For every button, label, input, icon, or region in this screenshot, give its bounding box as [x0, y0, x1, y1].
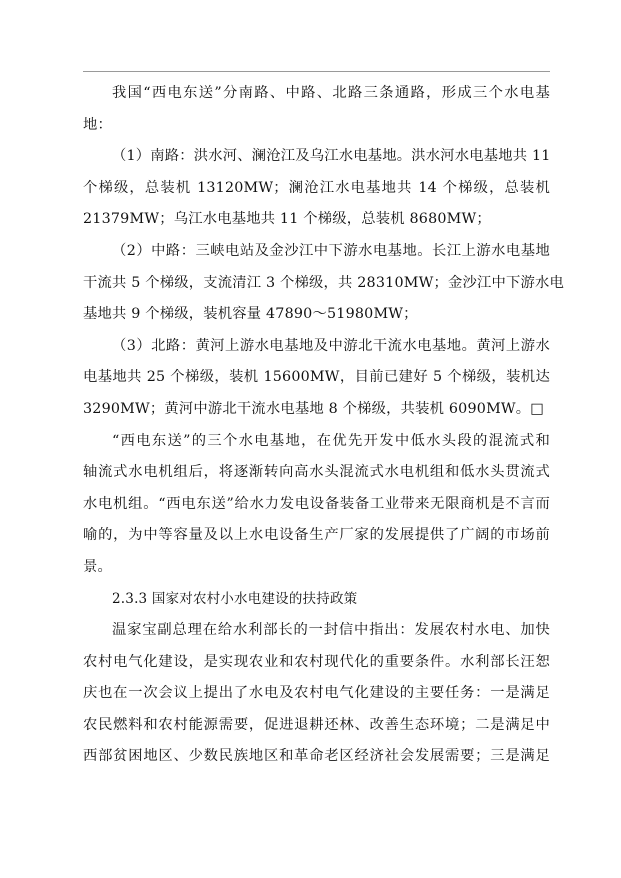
text-line: 景。 [83, 558, 112, 575]
section-heading: 2.3.3 国家对农村小水电建设的扶持政策 [112, 590, 358, 607]
header-rule [83, 71, 550, 72]
text-line: 干流共 5 个梯级，支流清江 3 个梯级，共 28310MW；金沙江中下游水电 [83, 274, 564, 291]
text-line: 农民燃料和农村能源需要，促进退耕还林、改善生态环境；二是满足中 [83, 716, 550, 733]
text-line: 温家宝副总理在给水利部长的一封信中指出：发展农村水电、加快 [112, 622, 550, 639]
document-body [83, 78, 564, 773]
north-route-paragraph [83, 331, 550, 426]
text-line: 地： [83, 116, 112, 133]
south-route-paragraph [83, 141, 550, 236]
text-line: 喻的，为中等容量及以上水电设备生产厂家的发展提供了广阔的市场前 [83, 527, 550, 544]
text-line: 3290MW；黄河中游北干流水电基地 8 个梯级，共装机 6090MW。□ [83, 400, 545, 417]
text-line: 电基地共 25 个梯级，装机 15600MW，目前已建好 5 个梯级，装机达 [83, 369, 550, 386]
text-line: （2）中路：三峡电站及金沙江中下游水电基地。长江上游水电基地 [112, 242, 550, 259]
text-line: 西部贫困地区、少数民族地区和革命老区经济社会发展需要；三是满足 [83, 748, 550, 765]
policy-paragraph [83, 615, 550, 773]
text-line: 我国“西电东送”分南路、中路、北路三条通路，形成三个水电基 [112, 85, 550, 101]
text-line: 轴流式水电机组后，将逐渐转向高水头混流式水电机组和低水头贯流式 [83, 464, 550, 481]
text-line: 水电机组。“西电东送”给水力发电设备装备工业带来无限商机是不言而 [83, 495, 550, 512]
intro-paragraph [83, 78, 550, 141]
text-line: 农村电气化建设，是实现农业和农村现代化的重要条件。水利部长汪恕 [83, 653, 550, 670]
text-line: 个梯级，总装机 13120MW；澜沧江水电基地共 14 个梯级，总装机 [83, 179, 550, 196]
text-line: “西电东送”的三个水电基地，在优先开发中低水头段的混流式和 [112, 432, 550, 449]
text-line: 庆也在一次会议上提出了水电及农村电气化建设的主要任务：一是满足 [83, 685, 550, 702]
text-line: 21379MW；乌江水电基地共 11 个梯级，总装机 8680MW； [83, 211, 491, 228]
middle-route-paragraph [83, 236, 564, 331]
text-line: 基地共 9 个梯级，装机容量 47890～51980MW； [83, 306, 418, 323]
market-prospect-paragraph [83, 426, 550, 584]
text-line: （1）南路：洪水河、澜沧江及乌江水电基地。洪水河水电基地共 11 [112, 148, 551, 165]
text-line: （3）北路：黄河上游水电基地及中游北干流水电基地。黄河上游水 [112, 337, 550, 354]
